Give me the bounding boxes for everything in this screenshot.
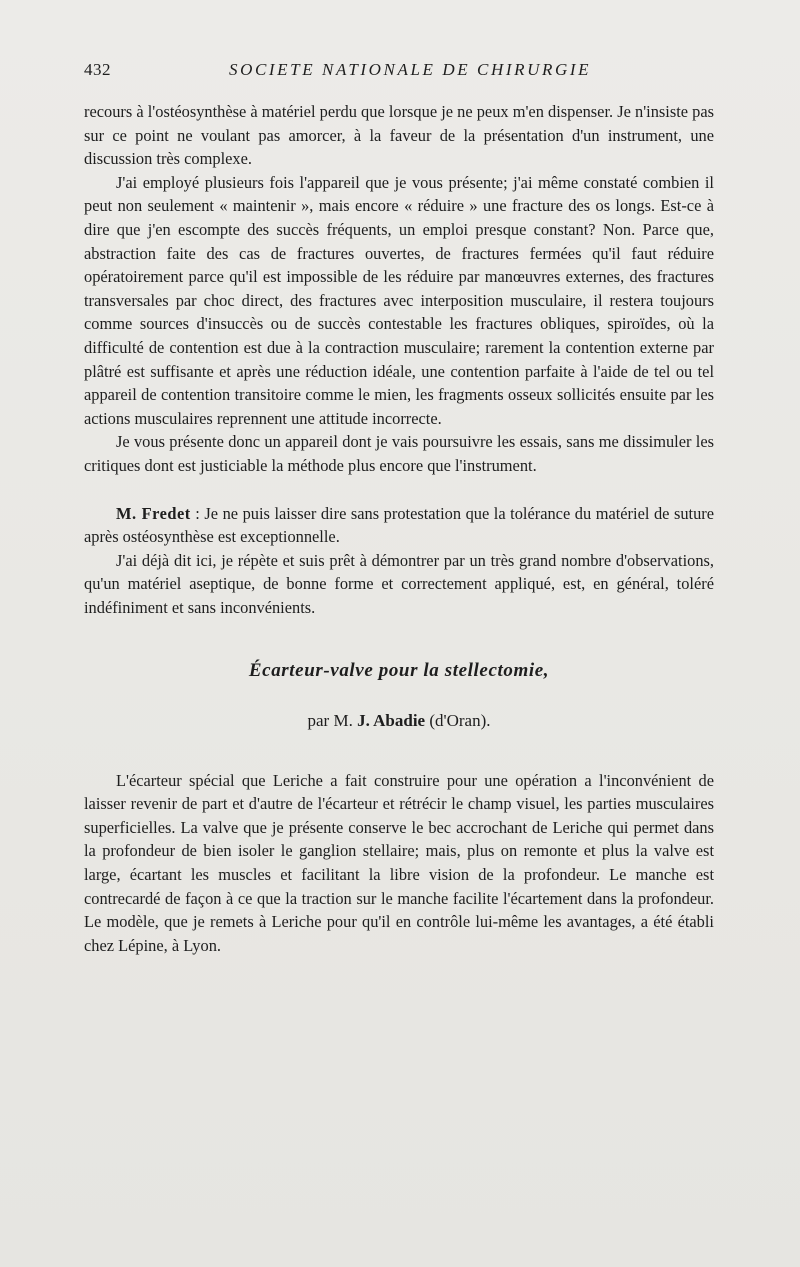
speaker-name: M. Fredet [116, 503, 191, 523]
running-head [84, 60, 714, 84]
body-text [84, 100, 714, 957]
article-title: Écarteur-valve pour la stellectomie, [248, 660, 550, 682]
byline-prefix: par M. [307, 711, 358, 731]
journal-title: SOCIETE NATIONALE DE CHIRURGIE [229, 60, 592, 79]
discussion-paragraph-2: J'ai employé plusieurs fois l'appareil que je vous présente; j'ai même constaté combien il peut non seulement « maintenir », mais encore « réduire » une fracture des os longs. Est-ce à dire que j'en escompte des succès fréquents, un emploi presque constant? Non. Parce que, abstraction faite des cas de fractures ouvertes, de fractures fermées qu'il faut réduire opératoirement parce qu'il est impossible de les réduire par manœuvres externes, des fractures transversales par choc direct, des fractures avec interposition musculaire, il restera toujours comme sources d'insuccès ou de succès contestable les fractures obliques, spiroïdes, où la difficulté de contention est due à la contraction musculaire; rarement la contention externe par plâtré est suffisante et après une réduction idéale, une contention parfaite à l'aide de tel ou tel appareil de contention transitoire comme le mien, les fragments osseux sollicités ensuite par les actions musculaires reprennent une attitude incorrecte. [84, 172, 714, 428]
discussion-paragraph-1: recours à l'ostéosynthèse à matériel perdu que lorsque je ne peux m'en dispenser. Je n'insiste pas sur ce point ne voulant pas amorcer, à la faveur de la présentation d'un instrument, une discussion très complexe. [84, 102, 714, 169]
byline-author: J. Abadie [357, 711, 426, 731]
paragraph-gap [84, 478, 714, 502]
page-number: 432 [84, 60, 111, 79]
article-body-paragraph: L'écarteur spécial que Leriche a fait construire pour une opération a l'inconvénient de laisser revenir de part et d'autre de l'écarteur et rétrécir le champ visuel, les parties musculaires superficielles. La valve que je présente conserve le bec accrochant de Leriche qui permet dans la profondeur de bien isoler le ganglion stellaire; mais, plus on remonte et plus la valve est large, écartant les muscles et facilitant la libre vision de la profondeur. Le manche est contrecardé de façon à ce que la traction sur le manche facilite l'écartement dans la profondeur. Le modèle, que je remets à Leriche pour qu'il en contrôle lui-même les avantages, a été établi chez Lépine, à Lyon. [84, 770, 714, 955]
article-byline [84, 709, 714, 733]
fredet-remark-paragraph [84, 502, 714, 549]
discussion-paragraph-3: Je vous présente donc un appareil dont je vais poursuivre les essais, sans me dissimuler les critiques dont est justiciable la méthode plus encore que l'instrument. [84, 432, 714, 475]
byline-suffix: (d'Oran). [425, 711, 491, 731]
fredet-remark: : Je ne puis laisser dire sans protestation que la tolérance du matériel de suture après ostéosynthèse est exceptionnelle. [84, 503, 715, 547]
fredet-paragraph-2: J'ai déjà dit ici, je répète et suis prêt à démontrer par un très grand nombre d'observations, qu'un matériel aseptique, de bonne forme et correctement appliqué, est, en général, toléré indéfiniment et sans inconvénients. [84, 550, 714, 617]
